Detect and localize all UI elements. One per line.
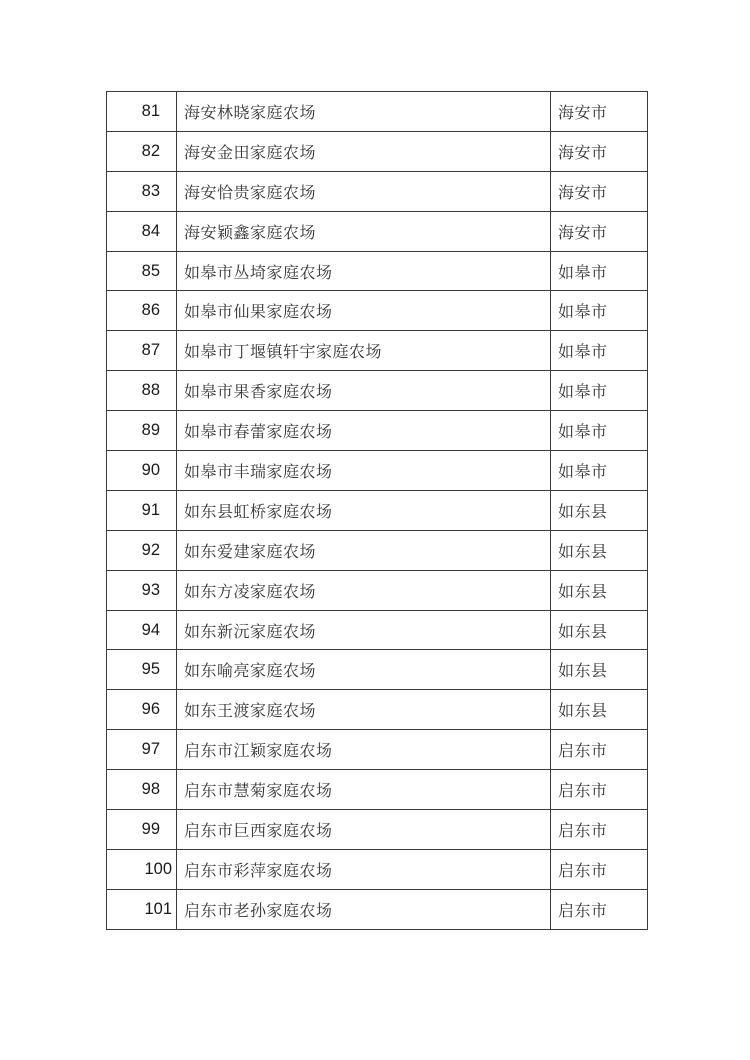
row-number: 81 <box>107 92 177 132</box>
region: 海安市 <box>551 131 648 171</box>
row-number: 99 <box>107 810 177 850</box>
farm-name: 启东市江颖家庭农场 <box>177 730 551 770</box>
table-row <box>107 211 648 251</box>
row-number: 90 <box>107 451 177 491</box>
farm-name: 如东县虹桥家庭农场 <box>177 490 551 530</box>
farm-name: 海安金田家庭农场 <box>177 131 551 171</box>
region: 启东市 <box>551 770 648 810</box>
region: 启东市 <box>551 810 648 850</box>
table-row <box>107 451 648 491</box>
farm-name: 如东方凌家庭农场 <box>177 570 551 610</box>
table-row <box>107 610 648 650</box>
table-row <box>107 131 648 171</box>
farm-name: 如东新沅家庭农场 <box>177 610 551 650</box>
row-number: 84 <box>107 211 177 251</box>
row-number: 85 <box>107 251 177 291</box>
region: 启东市 <box>551 889 648 929</box>
table-row <box>107 371 648 411</box>
region: 如皋市 <box>551 411 648 451</box>
row-number: 95 <box>107 650 177 690</box>
farm-name: 如皋市丰瑞家庭农场 <box>177 451 551 491</box>
farm-name: 如皋市春蕾家庭农场 <box>177 411 551 451</box>
table-row <box>107 650 648 690</box>
row-number: 101 <box>107 889 177 929</box>
farm-name: 启东市彩萍家庭农场 <box>177 849 551 889</box>
row-number: 89 <box>107 411 177 451</box>
region: 如皋市 <box>551 371 648 411</box>
region: 启东市 <box>551 730 648 770</box>
farm-name: 海安颖鑫家庭农场 <box>177 211 551 251</box>
region: 海安市 <box>551 92 648 132</box>
farm-name: 海安恰贵家庭农场 <box>177 171 551 211</box>
row-number: 98 <box>107 770 177 810</box>
row-number: 100 <box>107 849 177 889</box>
table-row <box>107 251 648 291</box>
farm-name: 海安林晓家庭农场 <box>177 92 551 132</box>
table-row <box>107 530 648 570</box>
table-row <box>107 889 648 929</box>
family-farm-table <box>106 91 648 930</box>
farm-name: 如东爱建家庭农场 <box>177 530 551 570</box>
row-number: 86 <box>107 291 177 331</box>
farm-name: 如皋市丁堰镇轩宇家庭农场 <box>177 331 551 371</box>
region: 如东县 <box>551 490 648 530</box>
row-number: 88 <box>107 371 177 411</box>
row-number: 96 <box>107 690 177 730</box>
region: 如皋市 <box>551 291 648 331</box>
farm-name: 如东王渡家庭农场 <box>177 690 551 730</box>
row-number: 92 <box>107 530 177 570</box>
region: 如东县 <box>551 570 648 610</box>
farm-name: 启东市巨西家庭农场 <box>177 810 551 850</box>
table-row <box>107 770 648 810</box>
farm-name: 启东市慧菊家庭农场 <box>177 770 551 810</box>
region: 如东县 <box>551 690 648 730</box>
table-row <box>107 411 648 451</box>
region: 如皋市 <box>551 251 648 291</box>
row-number: 82 <box>107 131 177 171</box>
farm-name: 如皋市仙果家庭农场 <box>177 291 551 331</box>
farm-name: 如皋市果香家庭农场 <box>177 371 551 411</box>
table-row <box>107 690 648 730</box>
row-number: 83 <box>107 171 177 211</box>
table-row <box>107 291 648 331</box>
farm-name: 如东喻亮家庭农场 <box>177 650 551 690</box>
farm-name: 启东市老孙家庭农场 <box>177 889 551 929</box>
table-row <box>107 92 648 132</box>
table-row <box>107 171 648 211</box>
row-number: 94 <box>107 610 177 650</box>
region: 如东县 <box>551 610 648 650</box>
region: 如皋市 <box>551 331 648 371</box>
region: 如皋市 <box>551 451 648 491</box>
row-number: 97 <box>107 730 177 770</box>
table-row <box>107 849 648 889</box>
row-number: 91 <box>107 490 177 530</box>
region: 海安市 <box>551 171 648 211</box>
table-row <box>107 331 648 371</box>
region: 启东市 <box>551 849 648 889</box>
region: 海安市 <box>551 211 648 251</box>
table-row <box>107 570 648 610</box>
table-row <box>107 490 648 530</box>
farm-name: 如皋市丛埼家庭农场 <box>177 251 551 291</box>
row-number: 87 <box>107 331 177 371</box>
region: 如东县 <box>551 650 648 690</box>
table-row <box>107 810 648 850</box>
table-row <box>107 730 648 770</box>
region: 如东县 <box>551 530 648 570</box>
row-number: 93 <box>107 570 177 610</box>
